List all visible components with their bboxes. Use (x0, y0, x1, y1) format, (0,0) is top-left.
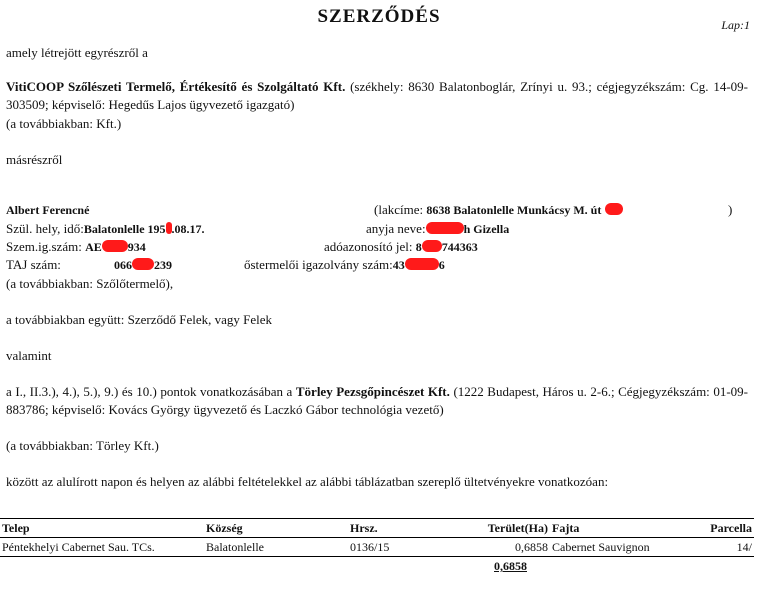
tax-value-b: 744363 (441, 240, 478, 254)
party3-alias: (a továbbiakban: Törley Kft.) (6, 438, 159, 453)
between-text: között az alulírott napon és helyen az alábbi feltételekkel az alábbi táblázatban szereplő ültetvényekre vonatkozóan: (6, 474, 609, 489)
party1-name: VitiCOOP Szőlészeti Termelő, Értékesítő és Szolgáltató Kft. (6, 79, 346, 94)
taj-value (114, 257, 172, 273)
col-header-telep: Telep (0, 519, 204, 538)
cell-fajta: Cabernet Sauvignon (550, 538, 694, 557)
cell-kozseg: Balatonlelle (204, 538, 348, 557)
party1-block (6, 78, 748, 114)
party1-details: (székhely: 8630 Balatonboglár, Zrínyi u. 93.; cégjegyzékszám: Cg. 14-09-303509; képviselő: Hegedűs Lajos ügyvezető igazgató) (6, 79, 748, 112)
cell-terulet: 0,6858 (442, 538, 550, 557)
redaction-mark (405, 258, 439, 270)
tax-line (324, 239, 478, 255)
id-value-b: 934 (127, 240, 146, 254)
taj-label: TAJ szám: (6, 257, 61, 272)
intro-text: amely létrejött egyrészről a (6, 45, 148, 60)
redaction-mark (102, 240, 128, 252)
mother-value: h Gizella (463, 222, 510, 236)
party2-name: Albert Ferencné (6, 203, 90, 217)
area-total: 0,6858 (494, 559, 527, 573)
birth-label: Szül. hely, idő: (6, 221, 84, 236)
id-label: Szem.ig.szám: (6, 239, 82, 254)
mother-line (366, 221, 509, 237)
together-text: a továbbiakban együtt: Szerződő Felek, vagy Felek (6, 312, 273, 327)
table-row (0, 538, 754, 557)
party3-name: Törley Pezsgőpincészet Kft. (295, 384, 450, 399)
col-header-parcella: Parcella (694, 519, 754, 538)
birth-value-a: Balatonlelle 195 (83, 222, 166, 236)
col-header-hrsz: Hrsz. (348, 519, 442, 538)
party1-alias: (a továbbiakban: Kft.) (6, 116, 122, 131)
producer-value-b: 6 (438, 258, 445, 272)
tax-value-a: 8 (415, 240, 422, 254)
party3-block (6, 383, 748, 419)
table-header-row (0, 519, 754, 538)
cell-parcella: 14/ (694, 538, 754, 557)
redaction-mark (605, 203, 623, 215)
producer-line (244, 257, 445, 273)
col-header-terulet: Terület(Ha) (442, 519, 550, 538)
id-line (6, 239, 146, 255)
residence-label: (lakcíme: (374, 202, 424, 217)
producer-label: őstermelői igazolvány szám: (244, 257, 393, 272)
col-header-kozseg: Község (204, 519, 348, 538)
residence-close: ) (728, 202, 733, 217)
redaction-mark (426, 222, 464, 234)
residence-value: 8638 Balatonlelle Munkácsy M. út (426, 203, 602, 217)
taj-value-a: 066 (114, 258, 132, 272)
id-value-a: AE (85, 240, 102, 254)
redaction-mark (132, 258, 154, 270)
redaction-mark (422, 240, 442, 252)
tax-label: adóazonosító jel: (324, 239, 413, 254)
birth-value-b: .08.17. (171, 222, 205, 236)
birth-line (6, 221, 205, 237)
party3-prefix: a I., II.3.), 4.), 5.), 9.) és 10.) pontok vonatkozásában a (6, 384, 293, 399)
producer-value-a: 43 (392, 258, 405, 272)
party2-alias: (a továbbiakban: Szőlőtermelő), (6, 276, 174, 291)
party3-details: (1222 Budapest, Háros u. 2-6.; Cégjegyzékszám: 01-09-883786; képviselő: Kovács György ügyvezető és Laczkó Gábor technológia vezető) (6, 384, 748, 417)
col-header-fajta: Fajta (550, 519, 694, 538)
party2-residence (374, 202, 623, 218)
taj-value-b: 239 (154, 258, 172, 272)
page-number: Lap:1 (721, 18, 750, 32)
mother-label: anyja neve: (366, 221, 426, 236)
other-side-text: másrészről (6, 152, 63, 167)
document-title: SZERZŐDÉS (317, 6, 441, 27)
cell-telep: Péntekhelyi Cabernet Sau. TCs. (0, 538, 204, 557)
and-text: valamint (6, 348, 52, 363)
plantation-table (0, 518, 754, 557)
cell-hrsz: 0136/15 (348, 538, 442, 557)
